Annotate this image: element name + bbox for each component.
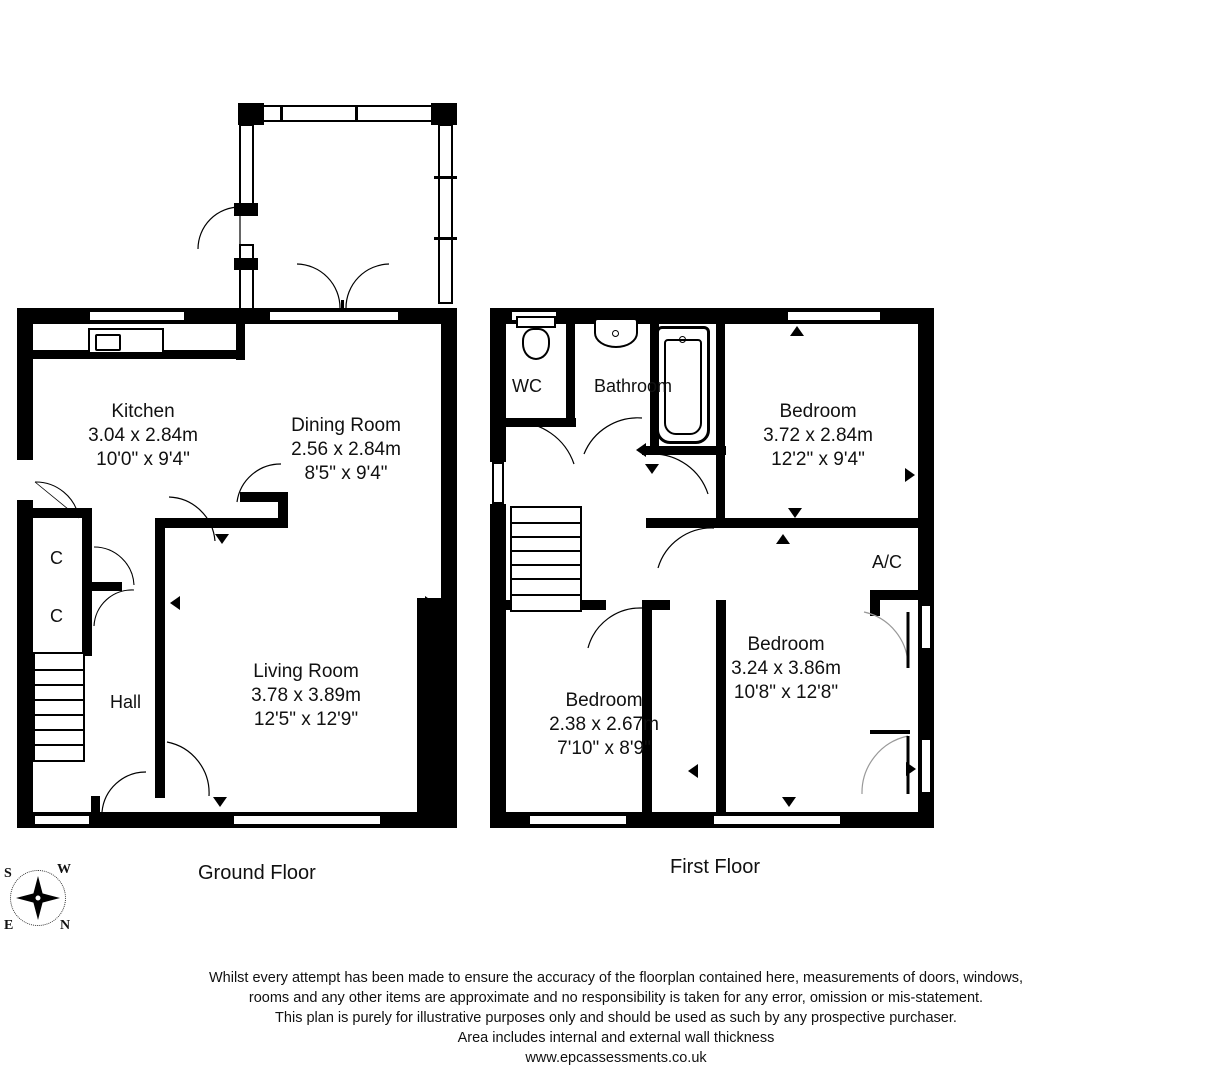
wall-segment (280, 105, 283, 122)
label-cupboard-2: C (50, 606, 63, 626)
website-url[interactable]: www.epcassessments.co.uk (525, 1050, 707, 1066)
interior-wall (155, 518, 165, 798)
label-wc: WC (512, 376, 542, 396)
door-swing (582, 416, 644, 456)
staircase (510, 506, 582, 612)
kitchen-sink (88, 328, 164, 354)
label-airing-cupboard: A/C (872, 552, 903, 572)
wall-segment (870, 730, 910, 734)
door-swing (345, 262, 391, 310)
room-name: Bedroom (565, 690, 643, 711)
direction-arrow (645, 464, 659, 474)
exterior-wall-left (17, 408, 33, 460)
compass-letter-e: E (4, 918, 14, 933)
room-name: Bedroom (747, 634, 825, 655)
disclaimer-line: Whilst every attempt has been made to ensure the accuracy of the floorplan contained here, measurements of doors, windows, (208, 970, 1024, 986)
direction-arrow (906, 762, 916, 776)
label-bathroom: Bathroom (594, 376, 673, 396)
ground-floor-plan (0, 0, 470, 884)
door-swing (165, 495, 217, 543)
wc-cistern (516, 316, 556, 328)
floor-title-ground: Ground Floor (198, 862, 316, 884)
door-swing (586, 606, 644, 650)
window (492, 462, 504, 504)
compass-letter-w: W (57, 862, 71, 877)
room-name: Dining Room (291, 415, 401, 436)
direction-arrow (790, 326, 804, 336)
window (239, 124, 254, 206)
room-metric: 3.04 x 2.84m (88, 425, 198, 446)
direction-arrow (688, 764, 698, 778)
interior-wall (716, 600, 726, 812)
floor-title-first: First Floor (670, 856, 760, 878)
wall-segment (355, 105, 358, 122)
staircase (33, 652, 85, 762)
window (438, 124, 453, 304)
room-imperial: 10'0" x 9'4" (96, 449, 190, 470)
wall-segment (431, 103, 457, 125)
door-swing (295, 262, 341, 310)
room-imperial: 10'8" x 12'8" (733, 682, 839, 703)
direction-arrow (213, 797, 227, 807)
direction-arrow (788, 508, 802, 518)
room-imperial: 12'5" x 12'9" (253, 709, 359, 730)
exterior-wall-left (490, 308, 506, 462)
door-swing (656, 526, 716, 570)
disclaimer-line: Area includes internal and external wall thickness (457, 1030, 775, 1046)
interior-wall (566, 308, 575, 426)
window (262, 105, 433, 122)
window (232, 814, 382, 826)
label-hall: Hall (110, 692, 142, 712)
direction-arrow (170, 596, 180, 610)
door-swing (33, 480, 81, 520)
door-swing (196, 205, 242, 251)
compass-letter-n: N (60, 918, 71, 933)
room-name: Kitchen (111, 401, 175, 422)
basin-tap (612, 330, 619, 337)
direction-arrow (215, 534, 229, 544)
room-name: Bedroom (779, 401, 857, 422)
exterior-wall-right (417, 598, 457, 726)
window (920, 604, 932, 650)
room-label-bedroom-3 (498, 689, 710, 761)
room-label-bedroom-1 (712, 400, 924, 472)
interior-wall (236, 308, 245, 360)
door-swing (92, 545, 136, 587)
window (528, 814, 628, 826)
first-floor-plan (490, 0, 950, 878)
door-swing (165, 740, 211, 798)
window (712, 814, 842, 826)
window (268, 310, 400, 322)
room-imperial: 7'10" x 8'9" (557, 738, 651, 759)
room-label-living (200, 660, 412, 732)
label-cupboard-1: C (50, 548, 63, 568)
door-swing (650, 452, 712, 496)
room-label-bedroom-2 (680, 633, 892, 705)
door-swing (512, 420, 578, 466)
wall-segment (91, 796, 100, 814)
wall-segment (434, 237, 457, 240)
room-name: Living Room (253, 661, 359, 682)
bath-tap (679, 336, 686, 343)
disclaimer-line: This plan is purely for illustrative purposes only and should be used as such by any prospective purchaser. (275, 1010, 957, 1026)
wall-segment (434, 176, 457, 179)
window (920, 738, 932, 794)
compass-rose (2, 862, 74, 934)
room-label-dining (240, 414, 452, 486)
exterior-wall-left (17, 500, 33, 828)
room-metric: 2.56 x 2.84m (291, 439, 401, 460)
room-label-kitchen (38, 400, 248, 472)
compass-letter-s: S (4, 866, 12, 881)
room-metric: 3.78 x 3.89m (251, 685, 361, 706)
room-imperial: 8'5" x 9'4" (304, 463, 388, 484)
room-metric: 2.38 x 2.67m (549, 714, 659, 735)
room-metric: 3.72 x 2.84m (763, 425, 873, 446)
disclaimer-line: rooms and any other items are approximate and no responsibility is taken for any error, omission or mis-statement. (248, 990, 984, 1006)
direction-arrow (782, 797, 796, 807)
direction-arrow (636, 443, 646, 457)
wall-segment (238, 103, 264, 125)
disclaimer-block (0, 968, 1232, 1068)
exterior-wall-left (490, 504, 506, 828)
door-swing (858, 730, 910, 796)
window (33, 814, 91, 826)
window (88, 310, 186, 322)
wc-pan (522, 328, 550, 360)
direction-arrow (425, 596, 435, 610)
door-swing (100, 770, 152, 814)
door-swing (92, 588, 136, 628)
room-metric: 3.24 x 3.86m (731, 658, 841, 679)
interior-wall (870, 590, 918, 600)
exterior-wall-left (17, 308, 33, 408)
direction-arrow (776, 534, 790, 544)
window (239, 268, 254, 310)
window (786, 310, 882, 322)
room-imperial: 12'2" x 9'4" (771, 449, 865, 470)
